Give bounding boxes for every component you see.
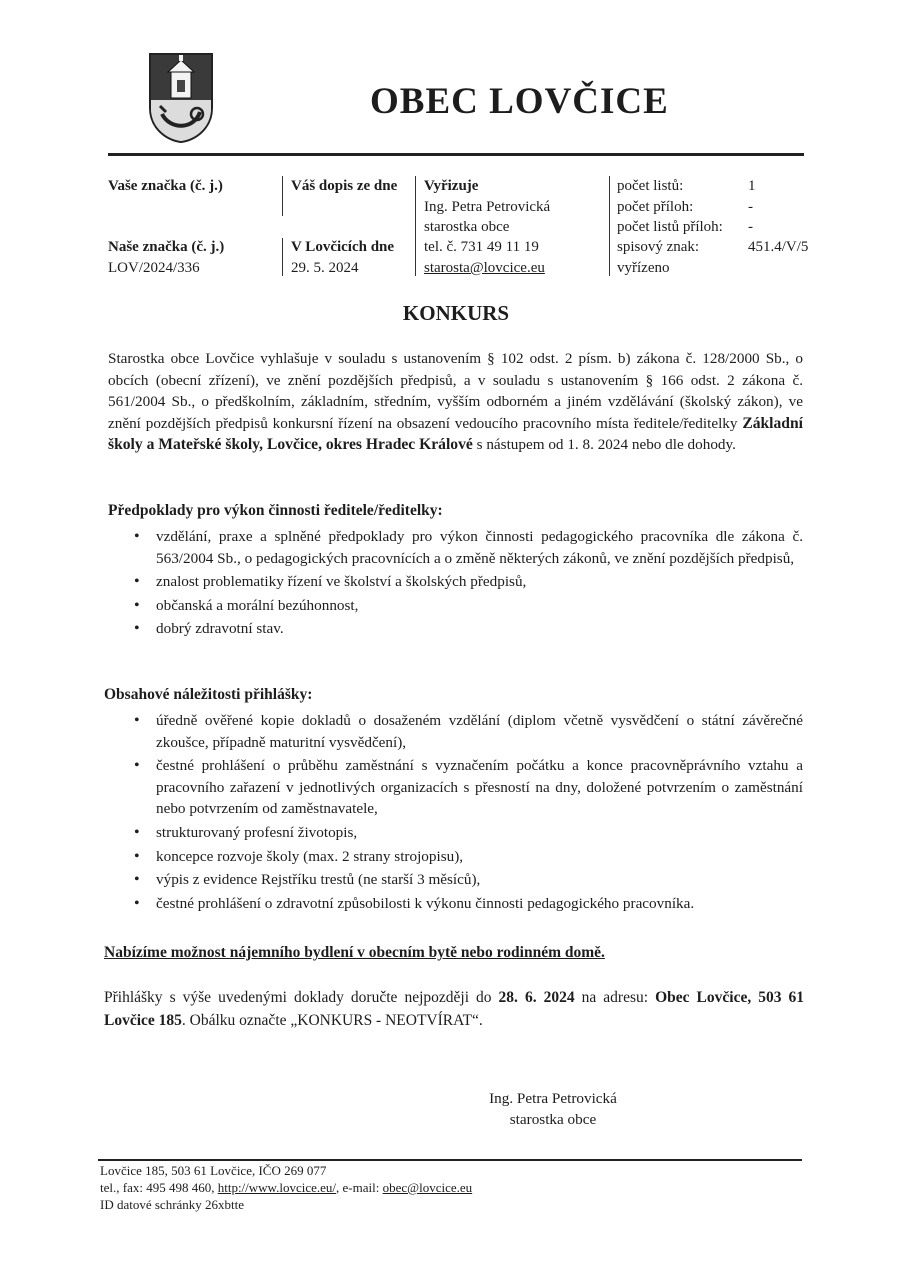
deadline-paragraph	[104, 986, 804, 1032]
requirements-list	[108, 526, 803, 642]
handler-role: starostka obce	[424, 219, 510, 235]
your-letter-date-label: Váš dopis ze dne	[291, 178, 398, 194]
handler-email-link[interactable]: starosta@lovcice.eu	[424, 260, 545, 276]
footer-phone: tel., fax: 495 498 460,	[100, 1180, 218, 1195]
signatory-name: Ing. Petra Petrovická	[489, 1090, 617, 1107]
list-item: • znalost problematiky řízení ve školství a školských předpisů,	[108, 571, 803, 593]
attachment-sheets-label: počet listů příloh:	[617, 219, 723, 235]
attachment-count-value: -	[748, 199, 753, 215]
section-requirements-title: Předpoklady pro výkon činnosti ředitele/ředitelky:	[108, 502, 443, 519]
our-reference-value: LOV/2024/336	[108, 260, 200, 276]
application-list	[108, 710, 803, 916]
list-item: • vzdělání, praxe a splněné předpoklady pro výkon činnosti pedagogického pracovníka dle zákona č. 563/2004 Sb., o pedagogických pracovnících a o změně některých zákonů, ve znění pozdějších předpisů,	[108, 526, 803, 569]
signature-block	[480, 1088, 626, 1130]
document-heading: KONKURS	[402, 301, 510, 325]
footer-address: Lovčice 185, 503 61 Lovčice, IČO 269 077	[100, 1163, 327, 1178]
footer-email-link[interactable]: obec@lovcice.eu	[382, 1180, 473, 1195]
attachment-sheets-value: -	[748, 219, 753, 235]
place-date-value: 29. 5. 2024	[291, 260, 359, 276]
municipality-title: OBEC LOVČICE	[370, 81, 669, 122]
sheet-count-value: 1	[748, 178, 756, 194]
file-code-label: spisový znak:	[617, 239, 700, 255]
deadline-text: Přihlášky s výše uvedenými doklady doručte nejpozději do	[104, 989, 499, 1006]
deadline-date: 28. 6. 2024	[498, 989, 575, 1006]
coat-of-arms-logo	[148, 52, 214, 144]
list-item: • strukturovaný profesní životopis,	[108, 822, 803, 844]
list-item: • dobrý zdravotní stav.	[108, 618, 803, 640]
footer-email-label: , e-mail:	[336, 1180, 383, 1195]
list-item: • čestné prohlášení o zdravotní způsobilosti k výkonu činnosti pedagogického pracovníka.	[108, 893, 803, 915]
list-item: • občanská a morální bezúhonnost,	[108, 595, 803, 617]
settled-label: vyřízeno	[617, 260, 670, 276]
place-date-label: V Lovčicích dne	[291, 239, 395, 255]
list-item: • koncepce rozvoje školy (max. 2 strany strojopisu),	[108, 846, 803, 868]
footer-divider	[98, 1159, 802, 1161]
handler-phone: tel. č. 731 49 11 19	[424, 239, 539, 255]
footer-databox: ID datové schránky 26xbtte	[100, 1197, 245, 1212]
intro-paragraph	[108, 348, 803, 456]
our-reference-label: Naše značka (č. j.)	[108, 239, 225, 255]
list-item: • čestné prohlášení o průběhu zaměstnání s vyznačením počátku a konce pracovněprávního vztahu a pracovního zařazení v jednotlivých organizacích s přesností na dny, doložené potvrzením o zaměstnání nebo potvrzením od zaměstnavatele,	[108, 755, 803, 820]
section-application-title: Obsahové náležitosti přihlášky:	[104, 686, 313, 703]
column-divider	[282, 238, 283, 276]
header-divider	[108, 153, 804, 156]
your-reference-label: Vaše značka (č. j.)	[108, 178, 223, 194]
footer-contact	[100, 1179, 472, 1196]
intro-text-end: s nástupem od 1. 8. 2024 nebo dle dohody.	[472, 436, 736, 454]
deadline-text: na adresu:	[574, 989, 656, 1006]
list-item: • výpis z evidence Rejstříku trestů (ne starší 3 měsíců),	[108, 869, 803, 891]
column-divider	[609, 176, 610, 276]
attachment-count-label: počet příloh:	[617, 199, 694, 215]
signatory-role: starostka obce	[509, 1111, 597, 1128]
file-code-value: 451.4/V/5	[748, 239, 809, 255]
footer	[100, 1162, 472, 1213]
column-divider	[282, 176, 283, 216]
housing-offer: Nabízíme možnost nájemního bydlení v obecním bytě nebo rodinném domě.	[104, 944, 605, 961]
handler-name: Ing. Petra Petrovická	[424, 199, 551, 215]
sheet-count-label: počet listů:	[617, 178, 684, 194]
deadline-address: Obec Lovčice, 503 61 Lovčice 185	[104, 989, 804, 1029]
deadline-text: . Obálku označte „KONKURS - NEOTVÍRAT“.	[181, 1012, 483, 1029]
footer-web-link[interactable]: http://www.lovcice.eu/	[217, 1180, 337, 1195]
school-name: Základní školy a Mateřské školy, Lovčice, okres Hradec Králové	[108, 414, 803, 454]
list-item: • úředně ověřené kopie dokladů o dosaženém vzdělání (diplom včetně vysvědčení o státní závěrečné zkoušce, případně maturitní vysvědčení),	[108, 710, 803, 753]
handled-by-label: Vyřizuje	[424, 178, 479, 194]
intro-text: Starostka obce Lovčice vyhlašuje v souladu s ustanovením § 102 odst. 2 písm. b) zákona č. 128/2000 Sb., o obcích (obecní zřízení), ve znění pozdějších předpisů, a v souladu s ustanovením § 166 odst. 2 zákona č. 561/2004 Sb., o předškolním, základním, středním, vyšším odborném a jiném vzdělávání (školský zákon), ve znění pozdějších předpisů konkursní řízení na obsazení vedoucího pracovního místa ředitele/ředitelky	[108, 350, 803, 432]
column-divider	[415, 176, 416, 276]
